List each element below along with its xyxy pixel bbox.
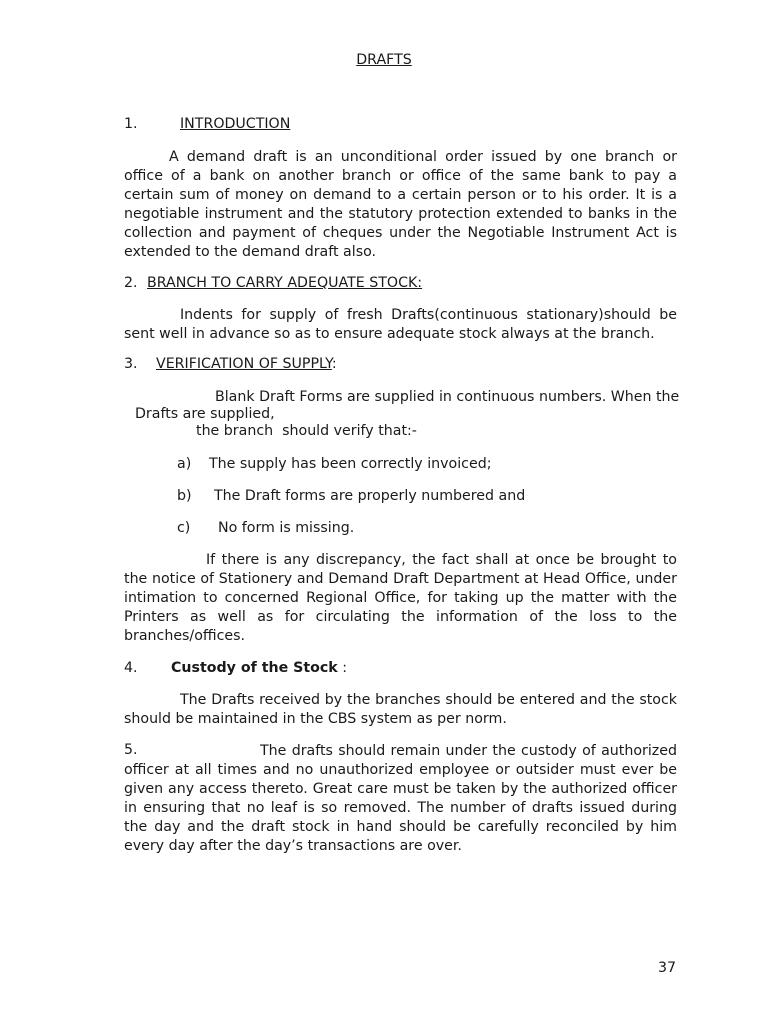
section-4-heading-suffix: : [337, 660, 348, 676]
list-item-b-marker: b) [177, 488, 192, 504]
section-3-number: 3. [124, 356, 138, 372]
list-item-b-text: The Draft forms are properly numbered and [214, 488, 526, 504]
section-3-heading: VERIFICATION OF SUPPLY [156, 356, 332, 372]
section-3-heading-wrap [156, 356, 337, 372]
section-4-heading: Custody of the Stock [171, 660, 338, 676]
section-3-line-3: the branch should verify that:- [196, 423, 417, 439]
section-1-heading: INTRODUCTION [180, 116, 291, 132]
section-4-heading-wrap [171, 660, 347, 676]
section-2-paragraph: Indents for supply of fresh Drafts(continuous stationary)should be sent well in advance so as to ensure adequate stock always at the branch. [124, 307, 677, 342]
section-2-number: 2. [124, 275, 138, 291]
section-1-paragraph: A demand draft is an unconditional order issued by one branch or office of a bank on another branch or office of the same bank to pay a certain sum of money on demand to a certain person or to his order. It is a negotiable instrument and the statutory protection extended to banks in the collection and payment of cheques under the Negotiable Instrument Act is extended to the demand draft also. [124, 149, 677, 260]
section-3-line-1: Blank Draft Forms are supplied in continuous numbers. When the [215, 389, 680, 405]
section-3-line-2: Drafts are supplied, [135, 406, 275, 422]
list-item-c-text: No form is missing. [218, 520, 355, 536]
list-item-c-marker: c) [177, 520, 191, 536]
section-3-heading-suffix: : [331, 356, 337, 372]
section-3-discrepancy-paragraph: If there is any discrepancy, the fact shall at once be brought to the notice of Stationery and Demand Draft Department at Head Office, under intimation to concerned Regional Office, for taking up the matter with the Printers as well as for circulating the information of the loss to the branches/offices. [124, 552, 677, 644]
list-item-a-marker: a) [177, 456, 192, 472]
section-5-number: 5. [124, 742, 138, 758]
section-4-paragraph: The Drafts received by the branches should be entered and the stock should be maintained in the CBS system as per norm. [124, 692, 677, 727]
page-number: 37 [658, 960, 677, 976]
section-5-paragraph: The drafts should remain under the custody of authorized officer at all times and no unauthorized employee or outsider must ever be given any access thereto. Great care must be taken by the authorized officer in ensuring that no leaf is so removed. The number of drafts issued during the day and the draft stock in hand should be carefully reconciled by him every day after the day’s transactions are over. [124, 743, 677, 854]
section-1-number: 1. [124, 116, 138, 132]
section-4-number: 4. [124, 660, 138, 676]
section-2-heading: BRANCH TO CARRY ADEQUATE STOCK: [147, 275, 423, 291]
list-item-a-text: The supply has been correctly invoiced; [209, 456, 492, 472]
document-title: DRAFTS [356, 52, 412, 68]
